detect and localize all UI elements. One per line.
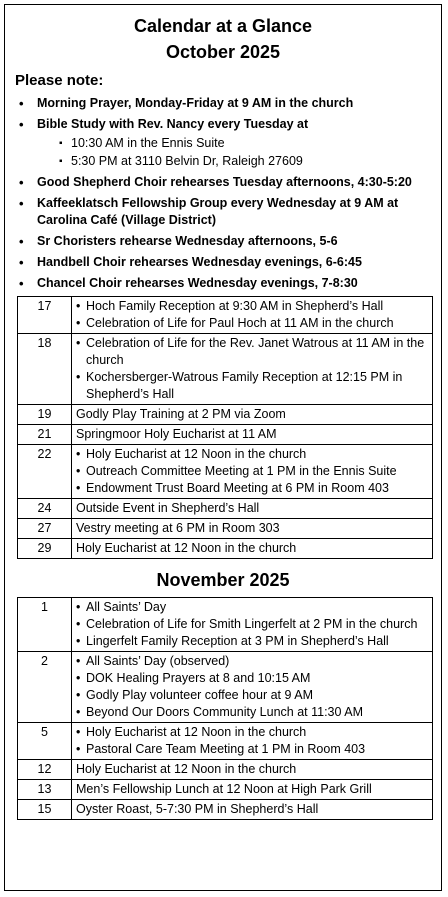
event-text: Holy Eucharist at 12 Noon in the church (72, 760, 433, 780)
day-cell: 21 (18, 425, 72, 445)
event-item: • Holy Eucharist at 12 Noon in the church (76, 446, 428, 463)
sub-note-item: ▪ 5:30 PM at 3110 Belvin Dr, Raleigh 27609 (59, 153, 441, 170)
event-item: • All Saints’ Day (76, 599, 428, 616)
day-cell: 17 (18, 297, 72, 334)
table-row (18, 425, 433, 445)
note-item: • Morning Prayer, Monday-Friday at 9 AM in the church (17, 95, 441, 112)
table-row (18, 800, 433, 820)
events-cell (72, 334, 433, 405)
event-text: Men’s Fellowship Lunch at 12 Noon at High Park Grill (72, 780, 433, 800)
event-item: • Holy Eucharist at 12 Noon in the church (76, 724, 428, 741)
table-row (18, 760, 433, 780)
table-row (18, 652, 433, 723)
event-item: • Celebration of Life for Paul Hoch at 11 AM in the church (76, 315, 428, 332)
day-cell: 22 (18, 445, 72, 499)
event-item: • Beyond Our Doors Community Lunch at 11:30 AM (76, 704, 428, 721)
note-item: • Kaffeeklatsch Fellowship Group every Wednesday at 9 AM at Carolina Café (Village District) (17, 195, 441, 229)
day-cell: 19 (18, 405, 72, 425)
table-row (18, 723, 433, 760)
day-cell: 12 (18, 760, 72, 780)
day-cell: 2 (18, 652, 72, 723)
day-cell: 24 (18, 499, 72, 519)
events-cell (72, 445, 433, 499)
table-row (18, 598, 433, 652)
day-cell: 15 (18, 800, 72, 820)
table-row (18, 405, 433, 425)
event-item: • Hoch Family Reception at 9:30 AM in Shepherd’s Hall (76, 298, 428, 315)
event-text: Holy Eucharist at 12 Noon in the church (72, 539, 433, 559)
note-item: • Bible Study with Rev. Nancy every Tuesday at ▪ 10:30 AM in the Ennis Suite ▪ 5:30 PM at 3110 Belvin Dr, Raleigh 27609 (17, 116, 441, 170)
notes-list (5, 95, 441, 292)
october-table (17, 296, 433, 559)
events-cell (72, 652, 433, 723)
day-cell: 1 (18, 598, 72, 652)
bible-study-times (37, 135, 441, 170)
events-cell (72, 723, 433, 760)
table-row (18, 297, 433, 334)
table-row (18, 499, 433, 519)
sub-note-item: ▪ 10:30 AM in the Ennis Suite (59, 135, 441, 152)
calendar-page (4, 4, 442, 891)
event-text: Outside Event in Shepherd’s Hall (72, 499, 433, 519)
event-text: Oyster Roast, 5-7:30 PM in Shepherd’s Hall (72, 800, 433, 820)
october-heading: October 2025 (165, 42, 281, 62)
event-item: • All Saints’ Day (observed) (76, 653, 428, 670)
table-row (18, 334, 433, 405)
event-item: • Godly Play volunteer coffee hour at 9 AM (76, 687, 428, 704)
day-cell: 29 (18, 539, 72, 559)
event-text: Springmoor Holy Eucharist at 11 AM (72, 425, 433, 445)
table-row (18, 445, 433, 499)
event-item: • Kochersberger-Watrous Family Reception at 12:15 PM in Shepherd’s Hall (76, 369, 428, 403)
event-item: • Celebration of Life for the Rev. Janet Watrous at 11 AM in the church (76, 335, 428, 369)
table-row (18, 519, 433, 539)
event-item: • DOK Healing Prayers at 8 and 10:15 AM (76, 670, 428, 687)
day-cell: 18 (18, 334, 72, 405)
table-row (18, 780, 433, 800)
event-item: • Outreach Committee Meeting at 1 PM in the Ennis Suite (76, 463, 428, 480)
page-title: Calendar at a Glance (133, 16, 313, 36)
note-item: • Sr Choristers rehearse Wednesday afternoons, 5-6 (17, 233, 441, 250)
event-item: • Pastoral Care Team Meeting at 1 PM in Room 403 (76, 741, 428, 758)
november-table (17, 597, 433, 820)
event-text: Vestry meeting at 6 PM in Room 303 (72, 519, 433, 539)
table-row (18, 539, 433, 559)
events-cell (72, 598, 433, 652)
day-cell: 13 (18, 780, 72, 800)
event-item: • Lingerfelt Family Reception at 3 PM in Shepherd’s Hall (76, 633, 428, 650)
november-heading: November 2025 (156, 570, 290, 590)
note-item: • Chancel Choir rehearses Wednesday evenings, 7-8:30 (17, 275, 441, 292)
events-cell (72, 297, 433, 334)
note-item: • Good Shepherd Choir rehearses Tuesday afternoons, 4:30-5:20 (17, 174, 441, 191)
day-cell: 27 (18, 519, 72, 539)
event-text: Godly Play Training at 2 PM via Zoom (72, 405, 433, 425)
event-item: • Endowment Trust Board Meeting at 6 PM in Room 403 (76, 480, 428, 497)
event-item: • Celebration of Life for Smith Lingerfelt at 2 PM in the church (76, 616, 428, 633)
notes-heading: Please note: (15, 72, 104, 89)
note-item: • Handbell Choir rehearses Wednesday evenings, 6-6:45 (17, 254, 441, 271)
day-cell: 5 (18, 723, 72, 760)
